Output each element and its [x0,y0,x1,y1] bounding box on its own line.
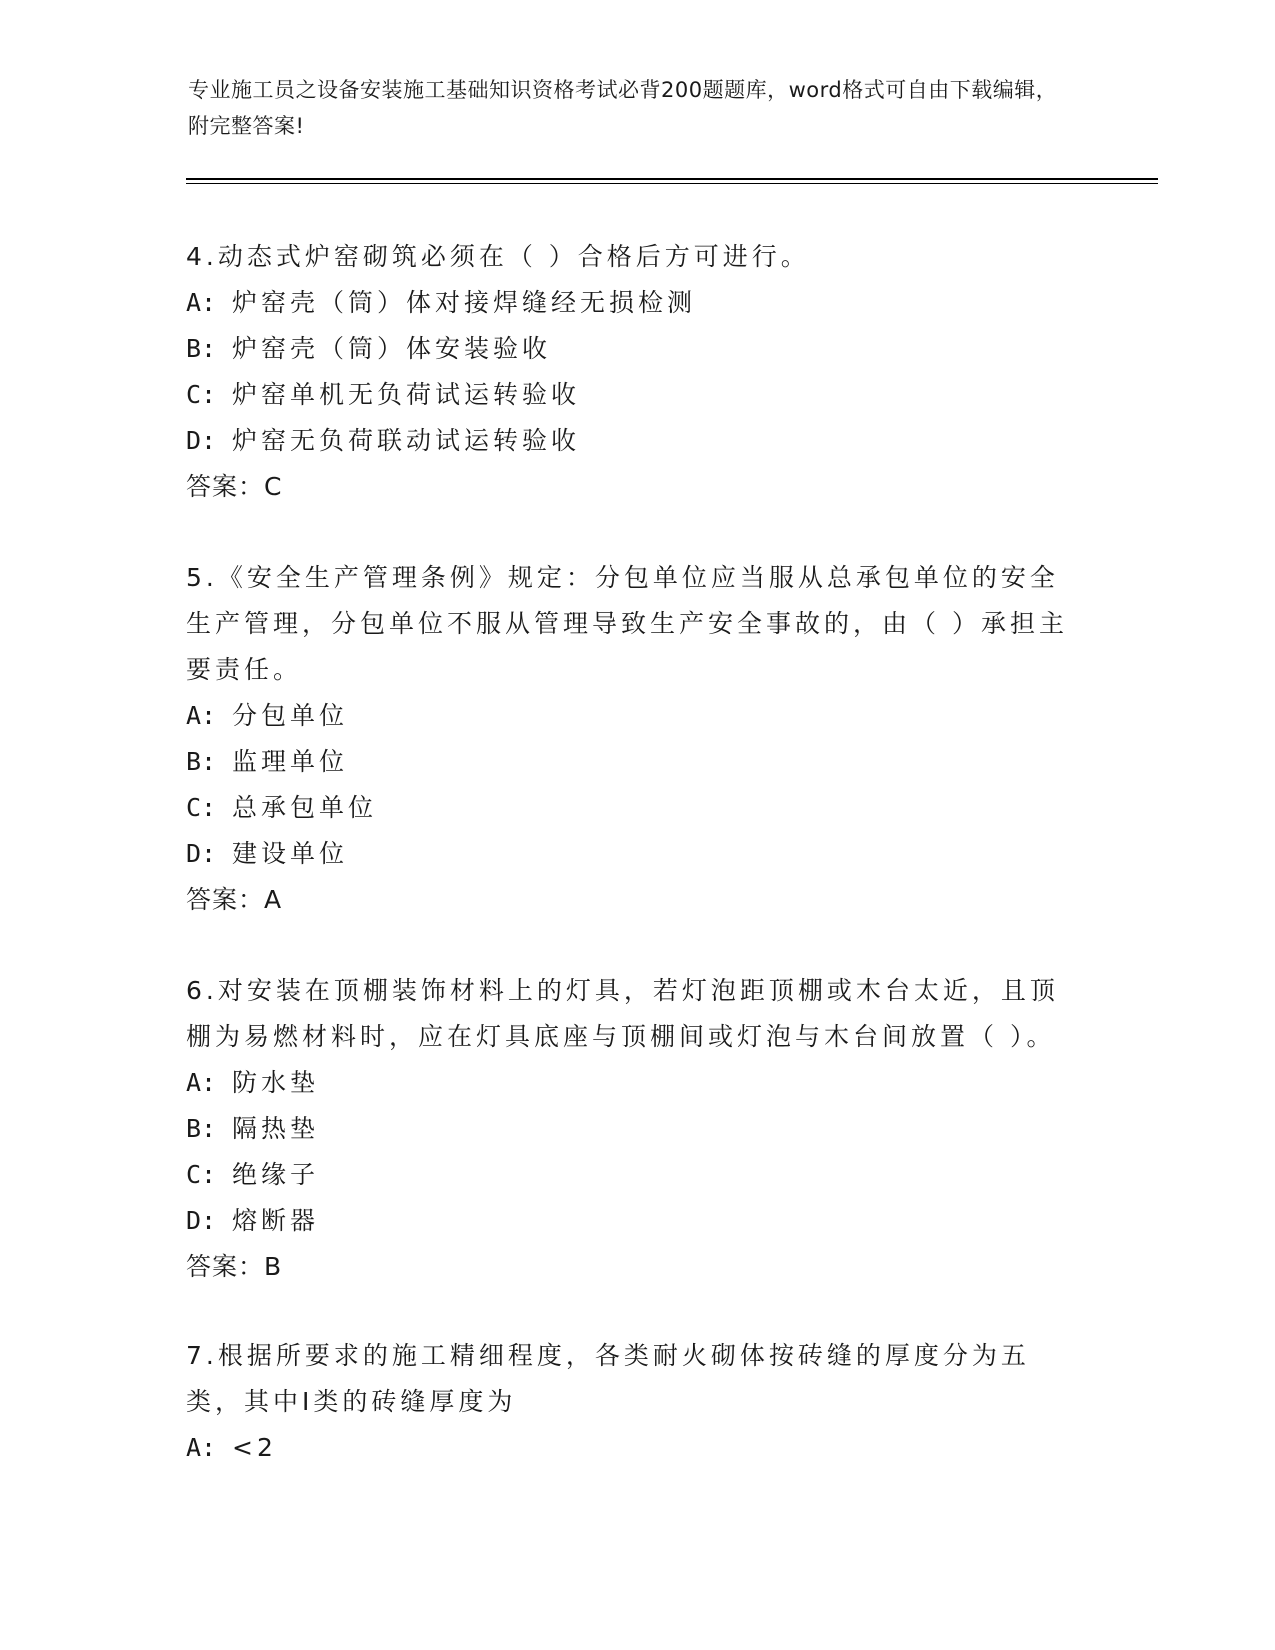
option-letter: C: [186,380,217,409]
option-letter: B: [186,747,217,776]
question-5 [186,555,1086,923]
option-letter: B: [186,334,217,363]
question-stem: 7.根据所要求的施工精细程度，各类耐火砌体按砖缝的厚度分为五类，其中Ⅰ类的砖缝厚度为 [186,1341,1030,1416]
option-text: 炉窑无负荷联动试运转验收 [232,426,581,455]
question-7 [186,1333,1086,1471]
option-text: 熔断器 [232,1206,320,1235]
question-stem: 5.《安全生产管理条例》规定：分包单位应当服从总承包单位的安全生产管理，分包单位不服从管理导致生产安全事故的，由（ ）承担主要责任。 [186,563,1068,684]
option-c [186,1152,1086,1198]
option-letter: D: [186,426,217,455]
header-divider-thin [186,183,1158,184]
header-divider-thick [186,178,1158,180]
option-a [186,693,1086,739]
option-letter: A: [186,1068,217,1097]
option-text: 炉窑单机无负荷试运转验收 [232,380,581,409]
option-text: 建设单位 [232,839,349,868]
option-b [186,739,1086,785]
option-a [186,1060,1086,1106]
option-letter: D: [186,1206,217,1235]
answer-line: 答案：A [186,885,283,914]
answer-line: 答案：C [186,472,283,501]
option-letter: A: [186,288,217,317]
option-text: 总承包单位 [232,793,378,822]
option-text: 防水垫 [232,1068,320,1097]
option-letter: C: [186,793,217,822]
option-b [186,326,1086,372]
option-text: <2 [232,1433,277,1462]
question-6 [186,968,1086,1290]
option-b [186,1106,1086,1152]
option-letter: B: [186,1114,217,1143]
option-letter: A: [186,1433,217,1462]
option-text: 绝缘子 [232,1160,320,1189]
option-text: 隔热垫 [232,1114,320,1143]
option-letter: A: [186,701,217,730]
option-d [186,418,1086,464]
option-text: 炉窑壳（筒）体对接焊缝经无损检测 [232,288,697,317]
option-a [186,280,1086,326]
option-c [186,785,1086,831]
document-header-title: 专业施工员之设备安装施工基础知识资格考试必背200题题库，word格式可自由下载编辑，附完整答案! [188,78,1058,138]
option-c [186,372,1086,418]
option-d [186,831,1086,877]
option-a [186,1425,1086,1471]
option-letter: D: [186,839,217,868]
question-stem: 6.对安装在顶棚装饰材料上的灯具，若灯泡距顶棚或木台太近，且顶棚为易燃材料时，应在灯具底座与顶棚间或灯泡与木台间放置（ ）。 [186,976,1059,1051]
question-4 [186,234,1086,510]
option-text: 分包单位 [232,701,349,730]
option-text: 监理单位 [232,747,349,776]
answer-line: 答案：B [186,1252,283,1281]
question-stem: 4.动态式炉窑砌筑必须在（ ）合格后方可进行。 [186,242,810,271]
option-letter: C: [186,1160,217,1189]
option-text: 炉窑壳（筒）体安装验收 [232,334,552,363]
option-d [186,1198,1086,1244]
